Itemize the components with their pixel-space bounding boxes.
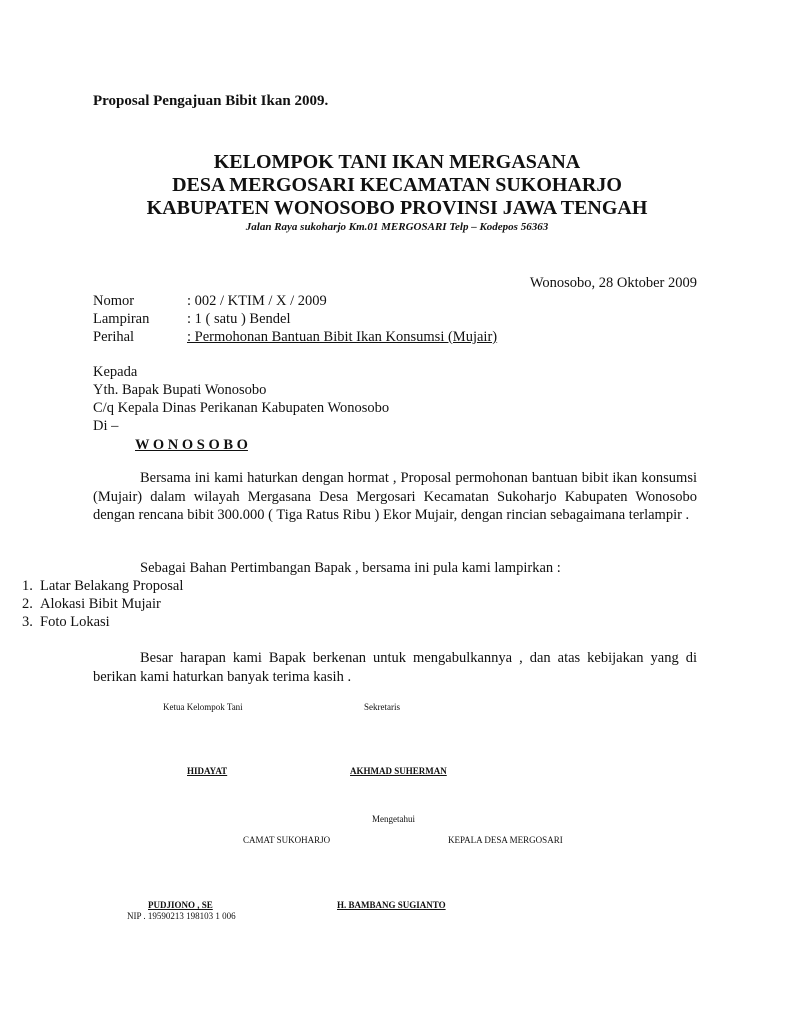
body-paragraph: Sebagai Bahan Pertimbangan Bapak , bersama ini pula kami lampirkan : [140, 560, 561, 576]
letterhead-address: Jalan Raya sukoharjo Km.01 MERGOSARI Telp – Kodepos 56363 [245, 221, 549, 233]
meta-label: Lampiran [93, 311, 150, 327]
recipient-line: C/q Kepala Dinas Perikanan Kabupaten Wonosobo [93, 400, 390, 416]
sekretaris-title: Sekretaris [364, 702, 400, 712]
list-number: 3. [22, 614, 33, 630]
sekretaris-name: AKHMAD SUHERMAN [350, 766, 447, 776]
mengetahui-label: Mengetahui [372, 814, 415, 824]
body-paragraph: Bersama ini kami haturkan dengan hormat , Proposal permohonan bantuan bibit ikan konsumsi (Mujair) dalam wilayah Mergasana Desa Mergosari Kecamatan Sukoharjo Kabupaten Wonosobo dengan rencana bibit 300.000 ( Tiga Ratus Ribu ) Ekor Mujair, dengan rincian sebagaimana terlampir . [93, 470, 697, 523]
meta-value: : Permohonan Bantuan Bibit Ikan Konsumsi (Mujair) [187, 329, 498, 345]
meta-subject [187, 328, 497, 346]
kades-title: KEPALA DESA MERGOSARI [448, 835, 563, 845]
list-item: Foto Lokasi [40, 614, 110, 630]
meta-value: : 1 ( satu ) Bendel [187, 311, 291, 327]
meta-label: Nomor [93, 293, 135, 309]
ketua-title: Ketua Kelompok Tani [163, 702, 243, 712]
recipient-city: W O N O S O B O [135, 437, 248, 453]
list-item: Alokasi Bibit Mujair [40, 596, 161, 612]
letterhead-org: KELOMPOK TANI IKAN MERGASANA [213, 151, 581, 173]
closing-paragraph: Besar harapan kami Bapak berkenan untuk mengabulkannya , dan atas kebijakan yang di berikan kami haturkan banyak terima kasih . [93, 650, 697, 685]
recipient-di: Di – [93, 418, 119, 434]
ketua-name: HIDAYAT [187, 766, 228, 776]
letterhead-village: DESA MERGOSARI KECAMATAN SUKOHARJO [172, 174, 622, 196]
meta-value: : 002 / KTIM / X / 2009 [187, 293, 327, 309]
recipient-kepada: Kepada [93, 364, 138, 380]
letter-date: Wonosobo, 28 Oktober 2009 [529, 275, 697, 291]
document-title: Proposal Pengajuan Bibit Ikan 2009. [93, 93, 329, 109]
camat-title: CAMAT SUKOHARJO [243, 835, 331, 845]
list-number: 1. [22, 578, 33, 594]
camat-nip: NIP . 19590213 198103 1 006 [127, 911, 236, 921]
letterhead-regency: KABUPATEN WONOSOBO PROVINSI JAWA TENGAH [146, 197, 648, 219]
camat-name: PUDJIONO , SE [148, 900, 213, 910]
recipient-line: Yth. Bapak Bupati Wonosobo [93, 382, 267, 398]
kades-name: H. BAMBANG SUGIANTO [337, 900, 446, 910]
meta-label: Perihal [93, 329, 135, 345]
list-number: 2. [22, 596, 33, 612]
list-item: Latar Belakang Proposal [40, 578, 184, 594]
